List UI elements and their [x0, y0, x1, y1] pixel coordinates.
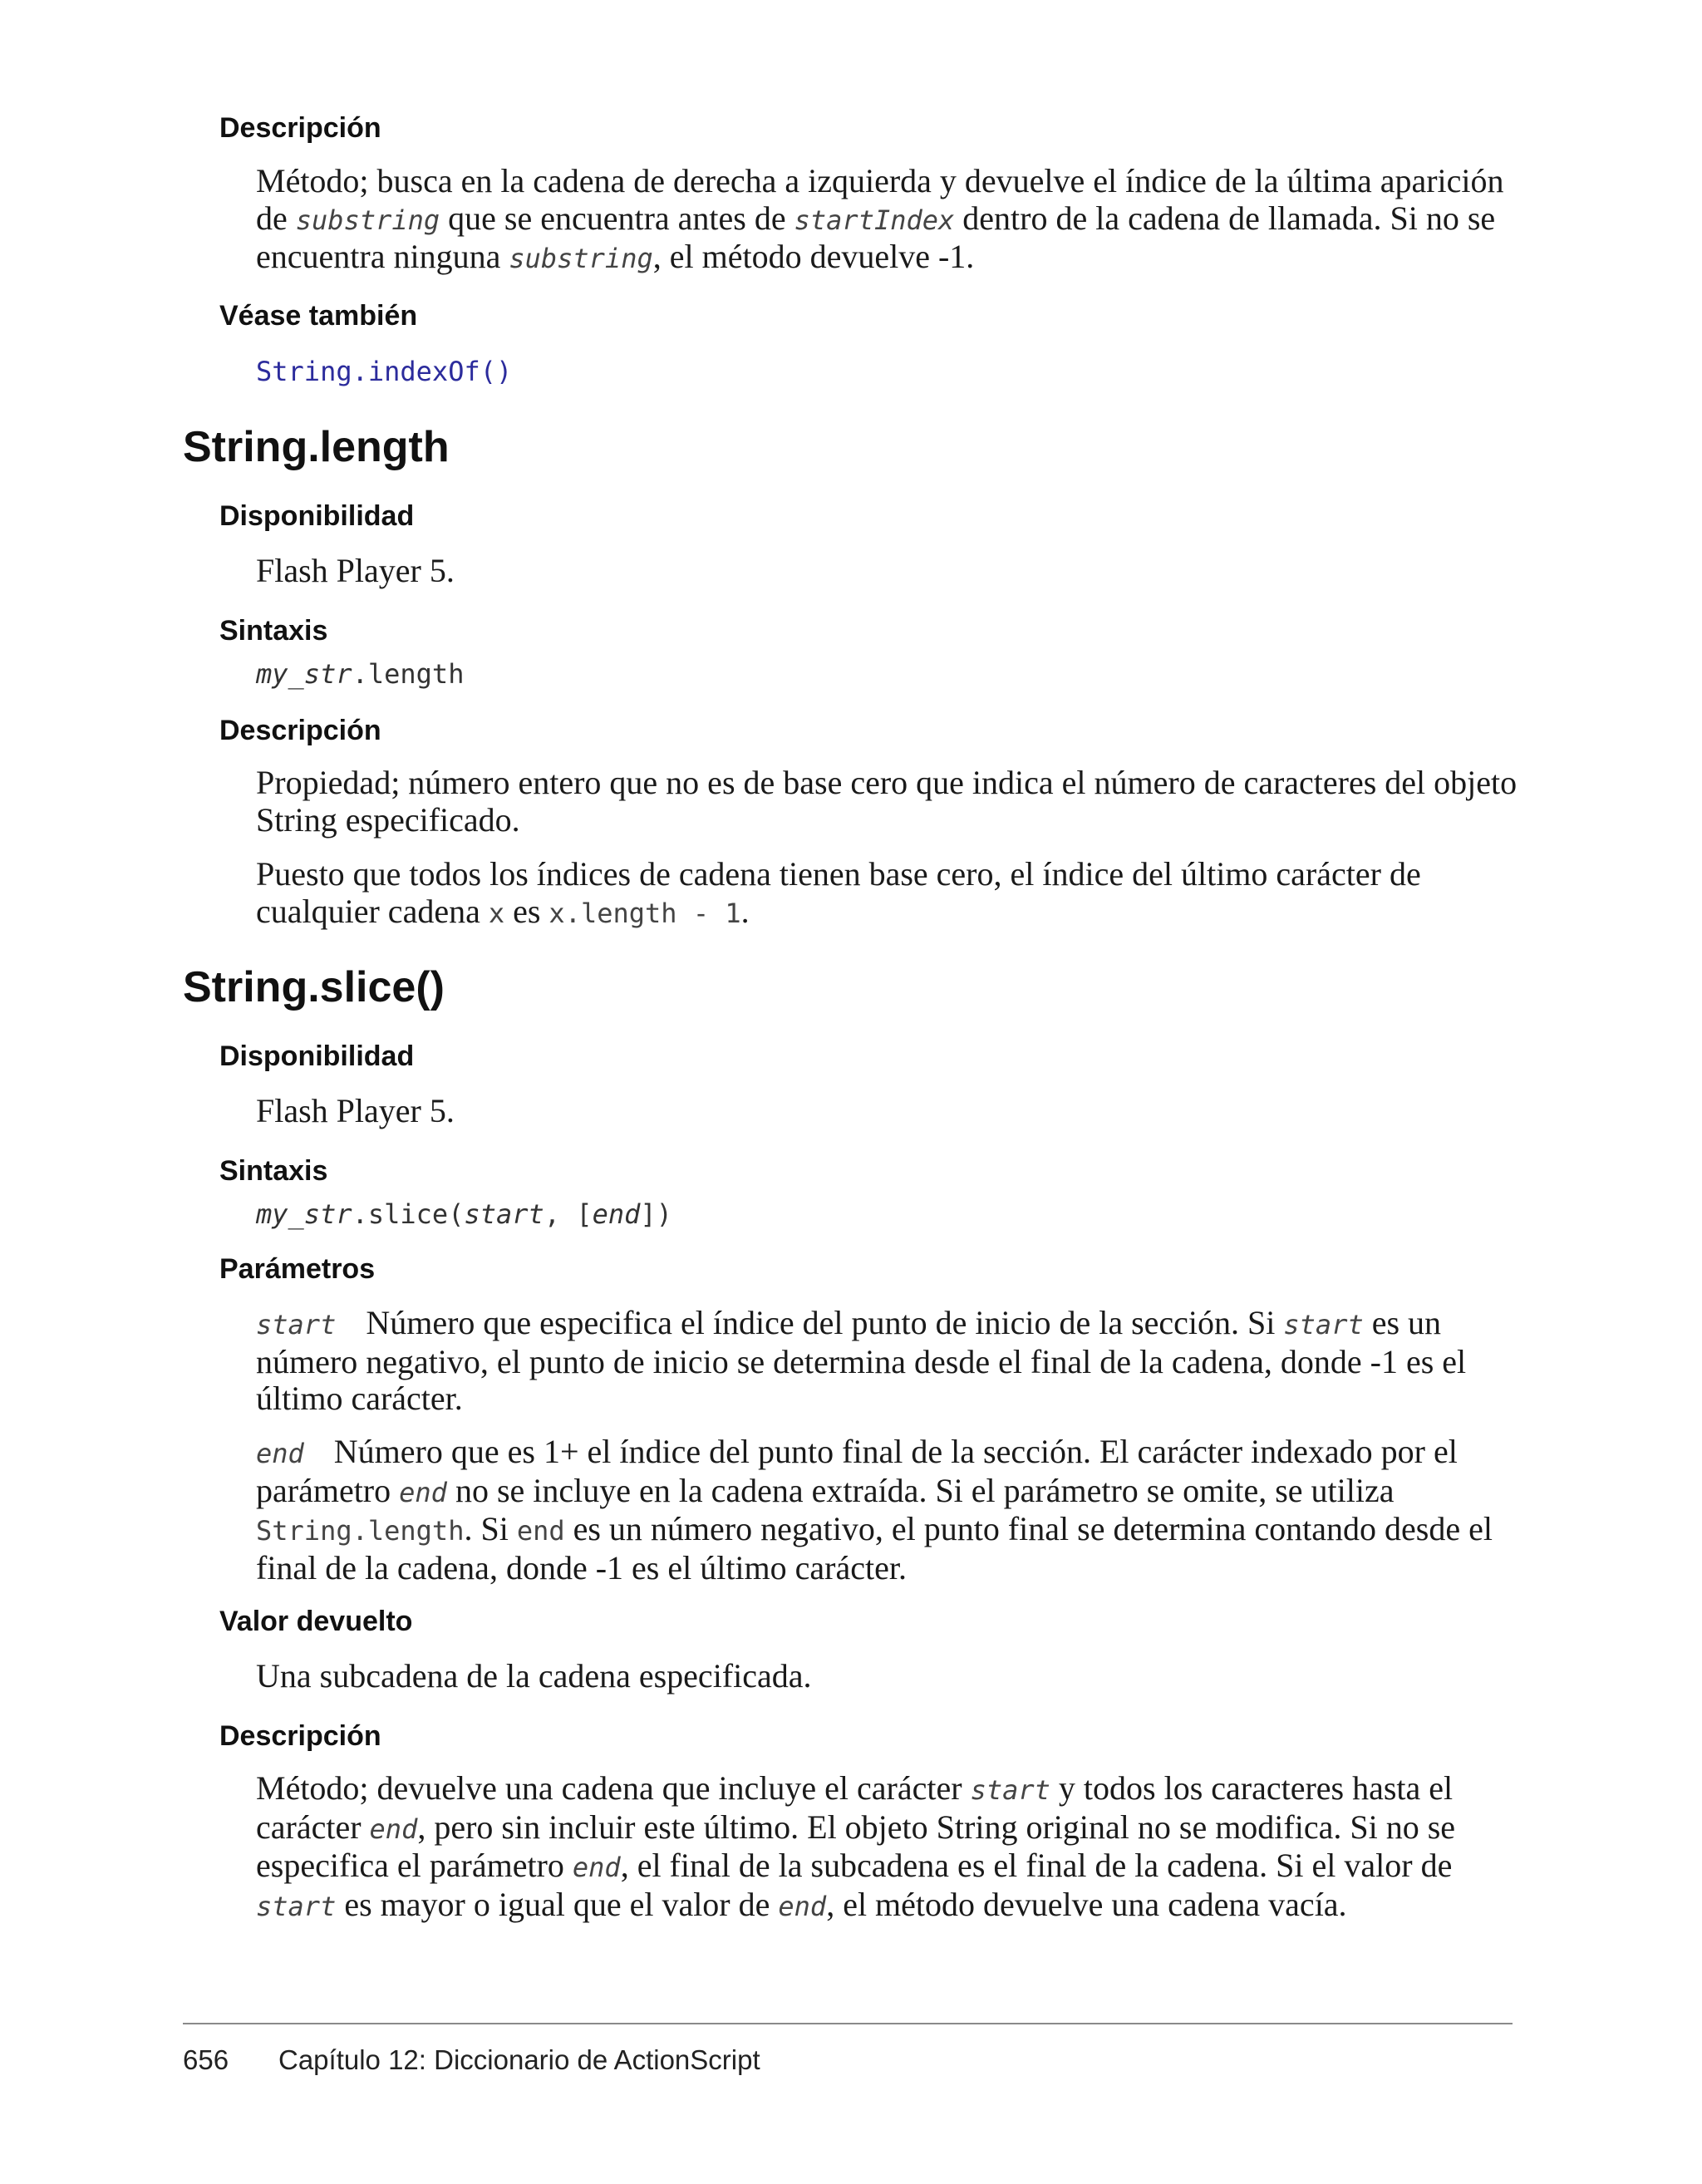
description-text: , el método devuelve una cadena vacía. — [826, 1885, 1347, 1923]
param-text: es un número negativo, el punto de inicio se determina desde el final de la cadena, donde -1 es el último carácter. — [256, 1304, 1467, 1417]
code-startindex: startIndex — [794, 204, 955, 236]
syntax-code — [256, 658, 464, 690]
code-end: end — [778, 1890, 827, 1922]
param-text: . Si — [464, 1510, 517, 1547]
description-text: que se encuentra antes de — [440, 199, 794, 237]
description-heading: Descripción — [219, 715, 381, 746]
description-paragraph — [256, 1770, 1519, 1925]
code-start: start — [1283, 1309, 1364, 1340]
section-title-string-slice: String.slice() — [183, 963, 445, 1011]
description-paragraph — [256, 163, 1519, 278]
see-also-heading: Véase también — [219, 300, 418, 332]
code-substring: substring — [295, 204, 440, 236]
chapter-title: Capítulo 12: Diccionario de ActionScript — [278, 2044, 760, 2075]
availability-text: Flash Player 5. — [256, 552, 455, 589]
code-string-length: String.length — [256, 1515, 465, 1547]
description-text: Método; devuelve una cadena que incluye el carácter — [256, 1769, 971, 1807]
param-text: no se incluye en la cadena extraída. Si el parámetro se omite, se utiliza — [446, 1471, 1395, 1509]
syntax-object: my_str — [256, 658, 352, 690]
syntax-param-end: end — [592, 1198, 641, 1230]
syntax-close: ]) — [640, 1198, 672, 1230]
syntax-param-start: start — [464, 1198, 544, 1230]
param-name-end: end — [256, 1438, 304, 1469]
return-value-heading: Valor devuelto — [219, 1606, 413, 1637]
description-text: y todos los caracteres hasta el carácter — [256, 1769, 1454, 1846]
code-end: end — [369, 1813, 418, 1845]
code-x: x — [488, 897, 505, 929]
description-text: es mayor o igual que el valor de — [336, 1885, 779, 1923]
see-also-link[interactable]: String.indexOf() — [256, 356, 513, 387]
availability-text: Flash Player 5. — [256, 1092, 455, 1129]
availability-heading: Disponibilidad — [219, 500, 415, 532]
description-text: dentro de la cadena de llamada. Si no se encuentra ninguna — [256, 199, 1496, 275]
description-heading: Descripción — [219, 1720, 381, 1752]
footer-divider — [183, 2023, 1513, 2024]
syntax-separator: , [ — [544, 1198, 593, 1230]
description-text: Puesto que todos los índices de cadena tienen base cero, el índice del último carácter de cualquier cadena — [256, 855, 1421, 930]
syntax-code — [256, 1198, 672, 1230]
parameters-heading: Parámetros — [219, 1253, 376, 1285]
param-name-start: start — [256, 1309, 337, 1340]
syntax-heading: Sintaxis — [219, 615, 328, 647]
syntax-method: .slice( — [352, 1198, 465, 1230]
section-title-string-length: String.length — [183, 423, 450, 471]
description-text: . — [740, 892, 750, 930]
description-paragraph: Propiedad; número entero que no es de base cero que indica el número de caracteres del objeto String especificado. — [256, 764, 1518, 839]
description-text: , el final de la subcadena es el final de la cadena. Si el valor de — [620, 1847, 1453, 1884]
description-paragraph — [256, 856, 1519, 932]
code-length-expression: x.length - 1 — [548, 897, 741, 929]
param-text: es un número negativo, el punto final se determina contando desde el final de la cadena, donde -1 es el último carácter. — [256, 1510, 1493, 1586]
availability-heading: Disponibilidad — [219, 1040, 415, 1072]
syntax-object: my_str — [256, 1198, 352, 1230]
page-number: 656 — [183, 2044, 229, 2075]
code-end: end — [572, 1852, 621, 1883]
param-text: Número que especifica el índice del punto de inicio de la sección. Si — [366, 1304, 1284, 1341]
description-text: , pero sin incluir este último. El objeto String original no se modifica. Si no se especifica el parámetro — [256, 1808, 1456, 1884]
description-text: Método; busca en la cadena de derecha a izquierda y devuelve el índice de la última aparición de — [256, 162, 1504, 237]
code-end: end — [516, 1515, 565, 1547]
param-start-description — [256, 1305, 1519, 1418]
syntax-member: .length — [352, 658, 465, 690]
param-text: Número que es 1+ el índice del punto final de la sección. El carácter indexado por el parámetro — [256, 1433, 1458, 1509]
code-start: start — [256, 1890, 337, 1922]
syntax-heading: Sintaxis — [219, 1155, 328, 1187]
code-start: start — [970, 1774, 1050, 1806]
param-end-description — [256, 1434, 1519, 1586]
description-text: , el método devuelve -1. — [652, 238, 975, 275]
code-end: end — [399, 1476, 447, 1508]
description-text: es — [504, 892, 549, 930]
return-value-text: Una subcadena de la cadena especificada. — [256, 1657, 812, 1695]
description-heading: Descripción — [219, 112, 381, 144]
code-substring: substring — [509, 243, 653, 274]
